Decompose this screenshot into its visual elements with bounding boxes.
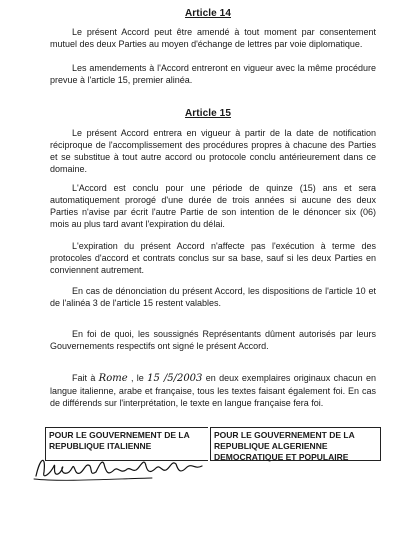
handwritten-place: Rome	[98, 373, 128, 384]
article-15-heading: Article 15	[184, 108, 232, 119]
article-14-heading: Article 14	[184, 8, 232, 19]
algerian-government-signatory: POUR LE GOUVERNEMENT DE LA REPUBLIQUE ALGERIENNE DEMOCRATIQUE ET POPULAIRE	[210, 427, 381, 461]
article-15-paragraph-4: En cas de dénonciation du présent Accord, les dispositions de l'article 10 et de l'alinéa 3 de l'article 15 restent valables.	[50, 286, 376, 308]
italian-government-signatory: POUR LE GOUVERNEMENT DE LA REPUBLIQUE ITALIENNE	[45, 427, 208, 461]
closing-place-date-paragraph: Fait à Rome , le 15 /5/2003 en deux exemplaires originaux chacun en langue italienne, arabe et française, tous les textes faisant également foi. En cas de différends sur l'interprétation, le texte en langue française fera foi.	[50, 373, 376, 408]
handwritten-date: 15 /5/2003	[147, 373, 203, 384]
article-15-paragraph-3: L'expiration du présent Accord n'affecte pas l'exécution à terme des protocoles d'accord et contrats conclus sur sa base, sauf si les deux Parties en conviennent autrement.	[50, 241, 376, 275]
article-15-paragraph-1: Le présent Accord entrera en vigueur à partir de la date de notification réciproque de l'accomplissement des procédures propres à chacune des Parties et se substitue à tout autre accord ou protocole conclu antérieurement dans ce domaine.	[50, 128, 376, 174]
article-15-paragraph-2: L'Accord est conclu pour une période de quinze (15) ans et sera automatiquement prorogé d'une durée de trois années si aucune des deux Parties n'avise par écrit l'autre Partie de son intention de le dénoncer six (06) mois au plus tard avant l'expiration du délai.	[50, 183, 376, 229]
closing-witness-paragraph: En foi de quoi, les soussignés Représentants dûment autorisés par leurs Gouvernements respectifs ont signé le présent Accord.	[50, 329, 376, 351]
article-14-paragraph-1: Le présent Accord peut être amendé à tout moment par consentement mutuel des deux Parties au moyen d'échange de lettres par voie diplomatique.	[50, 27, 376, 49]
handwritten-signature	[32, 446, 212, 491]
article-14-paragraph-2: Les amendements à l'Accord entreront en vigueur avec la même procédure prevue à l'article 15, premier alinéa.	[50, 63, 376, 85]
